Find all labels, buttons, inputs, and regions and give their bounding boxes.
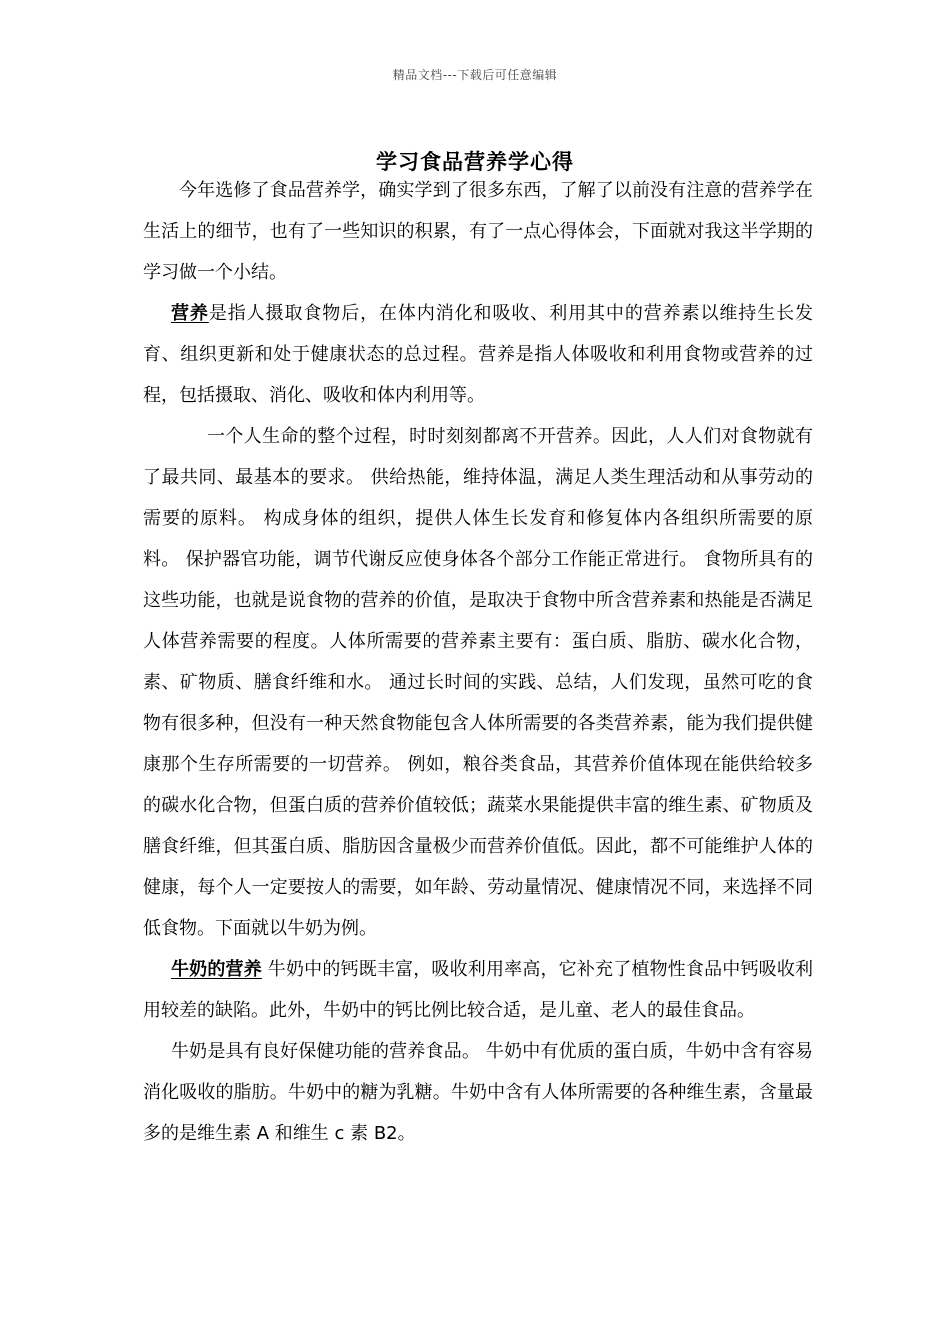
paragraph-life-nutrition: 一个人生命的整个过程，时时刻刻都离不开营养。因此，人人们对食物就有了最共同、最基本的要求。 供给热能，维持体温，满足人类生理活动和从事劳动的需要的原料。 构成身体的组织，提供人体生长发育和修复体内各组织所需要的原料。 保护器官功能，调节代谢反应使身体各个部分工作能正常进行。 食物所具有的这些功能，也就是说食物的营养的价值，是取决于食物中所含营养素和热能是否满足人体营养需要的程度。人体所需要的营养素主要有：蛋白质、脂肪、碳水化合物，素、矿物质、膳食纤维和水。 通过长时间的实践、总结，人们发现，虽然可吃的食物有很多种，但没有一种天然食物能包含人体所需要的各类营养素，能为我们提供健康那个生存所需要的一切营养。 例如，粮谷类食品，其营养价值体现在能供给较多的碳水化合物，但蛋白质的营养价值较低；蔬菜水果能提供丰富的维生素、矿物质及膳食纤维，但其蛋白质、脂肪因含量极少而营养价值低。因此，都不可能维护人体的健康，每个人一定要按人的需要，如年龄、劳动量情况、健康情况不同，来选择不同低食物。下面就以牛奶为例。 (143, 426, 813, 939)
page-title: 学习食品营养学心得 (376, 149, 574, 174)
nutrition-definition-text: 是指人摄取食物后，在体内消化和吸收、利用其中的营养素以维持生长发育、组织更新和处于健康状态的总过程。营养是指人体吸收和利用食物或营养的过程，包括摄取、消化、吸收和体内利用等。 (143, 303, 814, 406)
paragraph-milk-nutrition (143, 949, 813, 1031)
document-body (143, 170, 813, 1154)
header-note: 精品文档---下载后可任意编辑 (392, 68, 558, 82)
paragraph-milk-health: 牛奶是具有良好保健功能的营养食品。 牛奶中有优质的蛋白质，牛奶中含有容易消化吸收的脂肪。牛奶中的糖为乳糖。牛奶中含有人体所需要的各种维生素，含量最多的是维生素 A 和维生 c 素 B2。 (143, 1041, 813, 1144)
milk-nutrition-text: 牛奶中的钙既丰富，吸收利用率高，它补充了植物性食品中钙吸收利用较差的缺陷。此外，牛奶中的钙比例比较合适，是儿童、老人的最佳食品。 (143, 959, 814, 1021)
term-nutrition: 营养 (171, 303, 209, 324)
term-milk-nutrition: 牛奶的营养 (171, 959, 262, 980)
paragraph-nutrition-definition (143, 293, 813, 416)
paragraph-intro: 今年选修了食品营养学，确实学到了很多东西，了解了以前没有注意的营养学在生活上的细节，也有了一些知识的积累，有了一点心得体会，下面就对我这半学期的学习做一个小结。 (143, 180, 813, 283)
